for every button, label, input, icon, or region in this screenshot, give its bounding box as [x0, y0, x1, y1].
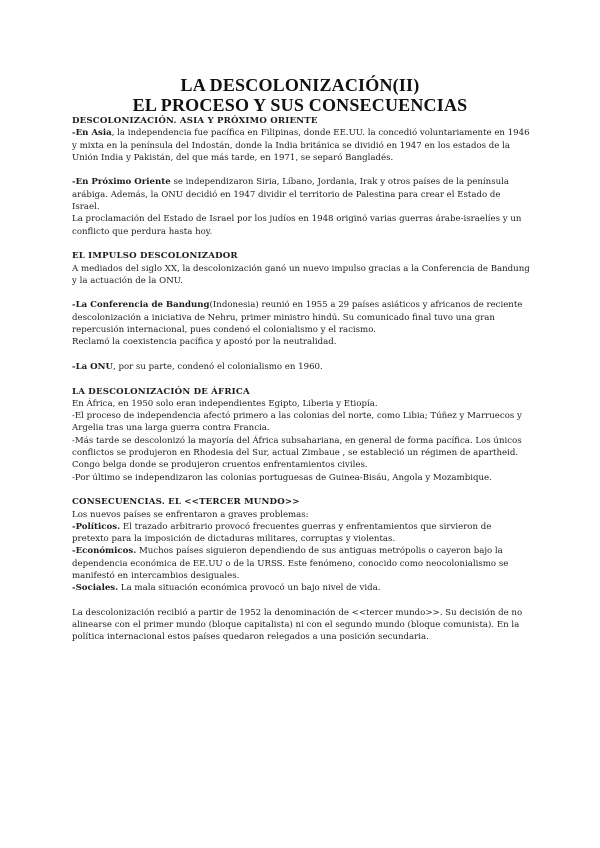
label-bandung: -La Conferencia de Bandung: [72, 300, 210, 311]
section-heading-impulso: EL IMPULSO DESCOLONIZADOR: [72, 251, 238, 262]
label-sociales: -Sociales.: [72, 583, 119, 594]
paragraph-asia: [72, 127, 530, 164]
label-asia: -En Asia: [72, 128, 112, 139]
label-politicos: -Políticos.: [72, 521, 121, 532]
document-title-line-2: EL PROCESO Y SUS CONSECUENCIAS: [132, 95, 468, 115]
paragraph-africa-1: En África, en 1950 solo eran independientes Egipto, Liberia y Etiopía.: [72, 398, 378, 409]
label-proximo-oriente: -En Próximo Oriente: [72, 177, 171, 188]
text-onu: , por su parte, condenó el colonialismo en 1960.: [113, 361, 323, 372]
text-sociales: La mala situación económica provocó un bajo nivel de vida.: [118, 583, 381, 594]
paragraph-tercer-mundo: La descolonización recibió a partir de 1952 la denominación de <<tercer mundo>>. Su decisión de no alinearse con el primer mundo (bloque capitalista) ni con el segundo mundo (bloque comunista). En la política internacional estos países quedaron relegados a una posición secundaria.: [72, 607, 523, 643]
text-asia: , la independencia fue pacífica en Filipinas, donde EE.UU. la concedió voluntariamente en 1946 y mixta en la península del Indostán, donde la India británica se dividió en 1947 en los estados de la Unión India y Pakistán, del que más tarde, en 1971, se separó Bangladés.: [72, 128, 530, 163]
document-title-line-1: LA DESCOLONIZACIÓN(II): [180, 75, 420, 95]
paragraph-africa-4: -Por último se independizaron las colonias portuguesas de Guinea-Bisáu, Angola y Mozambique.: [72, 472, 492, 483]
section-heading-consecuencias: CONSECUENCIAS. EL <<TERCER MUNDO>>: [72, 497, 300, 508]
text-politicos: El trazado arbitrario provocó frecuentes guerras y enfrentamientos que sirvieron de pretexto para la imposición de dictaduras militares, corruptas y violentas.: [72, 521, 492, 545]
paragraph-consecuencias-intro: Los nuevos países se enfrentaron a graves problemas:: [72, 509, 309, 520]
paragraph-africa-3: -Más tarde se descolonizó la mayoría del África subsahariana, en general de forma pacífica. Los únicos conflictos se produjeron en Rhodesia del Sur, actual Zimbaue , se estableció un régimen de apartheid. Congo belga donde se produjeron cruentos enfrentamientos civiles.: [72, 435, 522, 471]
paragraph-bandung: [72, 299, 530, 336]
paragraph-economicos: [72, 545, 530, 582]
paragraph-bandung-2: Reclamó la coexistencia pacífica y apostó por la neutralidad.: [72, 337, 337, 348]
section-heading-asia: DESCOLONIZACIÓN. ASIA Y PRÓXIMO ORIENTE: [72, 116, 318, 126]
label-onu: -La ONU: [72, 361, 114, 372]
paragraph-politicos: [72, 521, 530, 546]
paragraph-impulso-intro: A mediados del siglo XX, la descolonización ganó un nuevo impulso gracias a la Conferencia de Bandung y la actuación de la ONU.: [72, 263, 530, 286]
paragraph-africa-2: -El proceso de independencia afectó primero a las colonias del norte, como Libia; Túñez y Marruecos y Argelia tras una larga guerra contra Francia.: [72, 411, 522, 434]
label-economicos: -Económicos.: [72, 546, 137, 557]
paragraph-sociales: [72, 582, 530, 594]
paragraph-proximo-oriente: [72, 176, 530, 213]
paragraph-israel: La proclamación del Estado de Israel por los judíos en 1948 originó varias guerras árabe-israelíes y un conflicto que perdura hasta hoy.: [72, 214, 522, 237]
text-economicos: Muchos países siguieron dependiendo de sus antiguas metrópolis o cayeron bajo la dependencia económica de EE.UU o de la URSS. Este fenómeno, conocido como neocolonialismo se manifestó en intercambios desiguales.: [72, 546, 509, 581]
paragraph-onu: [72, 361, 530, 373]
text-proximo-oriente: se independizaron Siria, Líbano, Jordania, Irak y otros países de la península arábiga. Además, la ONU decidió en 1947 dividir el territorio de Palestina para crear el Estado de Israel.: [72, 177, 510, 213]
text-bandung: (Indonesia) reunió en 1955 a 29 países asiáticos y africanos de reciente descolonización a iniciativa de Nehru, primer ministro hindú. Su comunicado final tuvo una gran repercusión internacional, pues condenó el colonialismo y el racismo.: [72, 300, 523, 336]
document-body: [72, 115, 530, 644]
section-heading-africa: LA DESCOLONIZACIÓN DE ÁFRICA: [72, 386, 250, 397]
